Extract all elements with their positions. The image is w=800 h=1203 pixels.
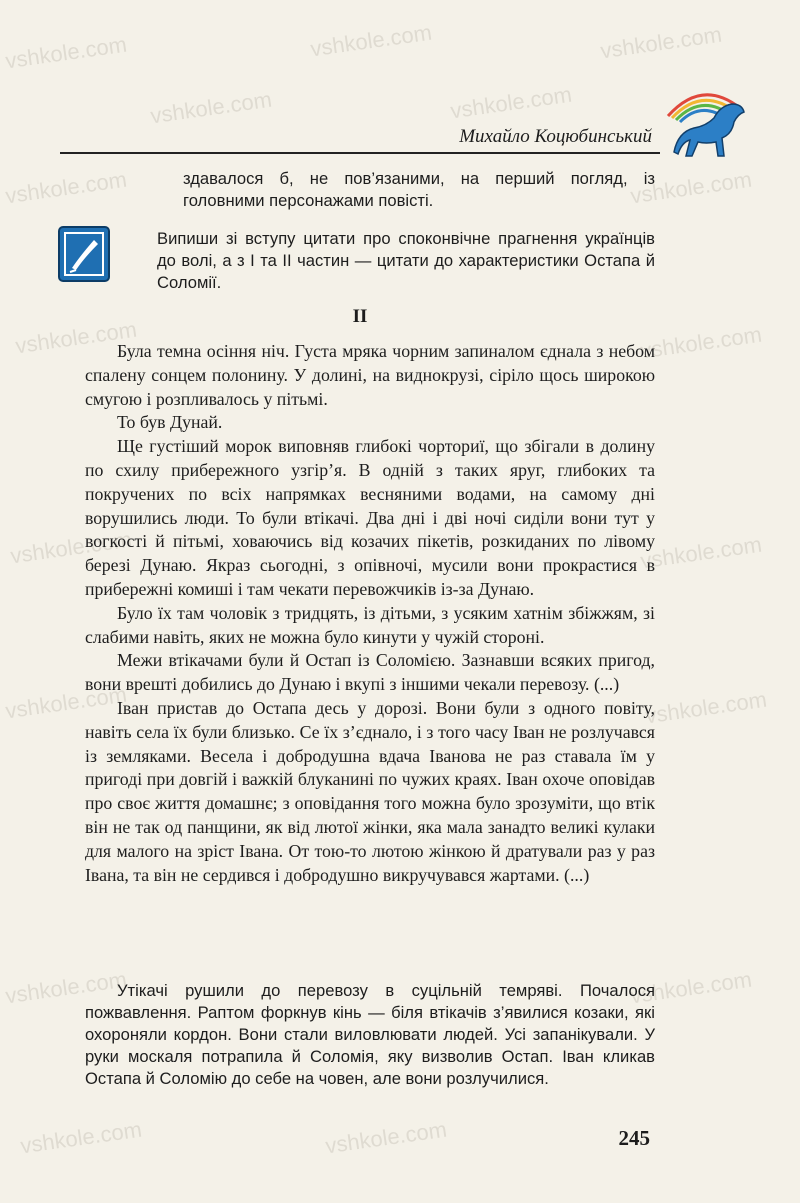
horse-logo-icon xyxy=(662,82,748,160)
watermark: vshkole.com xyxy=(308,19,434,62)
intro-fragment: здавалося б, не пов’язаними, на перший погляд, із головними персонажами повісті. xyxy=(183,169,655,210)
summary-paragraph: Утікачі рушили до перевозу в суцільній темряві. Почалося пожвавлення. Раптом форкнув кінь — біля втікачів з’явилися козаки, які охороняли кордон. Вони стали виловлювати людей. Усі запанікували. У руки москаля потрапила й Соломія, яку визволив Остап. Іван кликав Остапа й Соломію до себе на човен, але вони розлучилися. xyxy=(85,981,655,1088)
header-rule xyxy=(60,152,660,154)
pen-task-icon xyxy=(58,226,110,282)
story-paragraph: Було їх там чоловік з тридцять, із дітьми, з усяким хатнім збіжжям, зі слабими навіть, яких не можна було кинути у чужій стороні. xyxy=(85,602,655,647)
story-paragraph: То був Дунай. xyxy=(117,412,223,433)
watermark: vshkole.com xyxy=(13,316,139,359)
watermark: vshkole.com xyxy=(8,526,134,569)
story-paragraph: Іван пристав до Остапа десь у дорозі. Вони були з одного повіту, навіть села їх були близько. Се їх з’єднало, і з того часу Іван не розлучався із земляками. Весела і добродушна вдача Іванова не раз ставала їм у пригоді при довгій і важкій блуканині по чужих краях. Іван охоче оповідав про своє життя домашнє; з оповідання того можна було зрозуміти, що втік він не так од панщини, як від лютої жінки, яка мала занадто великі кулаки для малого на зріст Івана. От тою-то лютою жінкою й дратували раз у раз Івана, та він не сердився і добродушно викручувався жартами. (...) xyxy=(85,697,655,885)
story-paragraph: Ще густіший морок виповняв глибокі чорториї, що збігали в долину по схилу прибережного узгір’я. В одній з таких яруг, глибоких та покручених по всіх напрямках весняними водами, на самому дні ворушились люди. То були втікачі. Два дні і дві ночі сиділи вони тут у вогкості й пітьмі, ховаючись від козачих пікетів, розкиданих по лівому березі Дунаю. Якраз сьогодні, з опівночі, мусили вони прокрастися в прибережні комиші і там чекати перевожчиків із-за Дунаю. xyxy=(85,436,655,599)
watermark: vshkole.com xyxy=(3,966,129,1009)
watermark: vshkole.com xyxy=(3,31,129,74)
watermark: vshkole.com xyxy=(3,166,129,209)
watermark: vshkole.com xyxy=(3,681,129,724)
running-header xyxy=(60,120,660,154)
watermark: vshkole.com xyxy=(448,81,574,124)
watermark: vshkole.com xyxy=(323,1116,449,1159)
watermark: vshkole.com xyxy=(148,86,274,129)
story-paragraph: Була темна осіння ніч. Густа мряка чорним запиналом єднала з небом спалену сонцем полонину. У долині, на виднокрузі, сіріло щось широкою смугою і розпливалось у пітьмі. xyxy=(85,341,655,409)
watermark: vshkole.com xyxy=(18,1116,144,1159)
watermark: vshkole.com xyxy=(643,686,769,729)
story-paragraph: Межи втікачами були й Остап із Соломією. Зазнавши всяких пригод, вони врешті добились до Дунаю і вкупі з іншими чекали перевозу. (...) xyxy=(85,650,655,695)
watermark: vshkole.com xyxy=(628,166,754,209)
task-text: Випиши зі вступу цитати про споконвічне прагнення українців до волі, а з I та II частин — цитати до характеристики Остапа й Соломії. xyxy=(157,229,655,292)
watermark: vshkole.com xyxy=(638,321,764,364)
summary-text xyxy=(85,980,655,1090)
story-text xyxy=(85,340,655,887)
watermark: vshkole.com xyxy=(638,531,764,574)
watermark: vshkole.com xyxy=(598,21,724,64)
watermark: vshkole.com xyxy=(628,966,754,1009)
author-name: Михайло Коцюбинський xyxy=(459,126,652,147)
section-heading: II xyxy=(352,306,368,327)
page-number: 245 xyxy=(618,1126,650,1150)
